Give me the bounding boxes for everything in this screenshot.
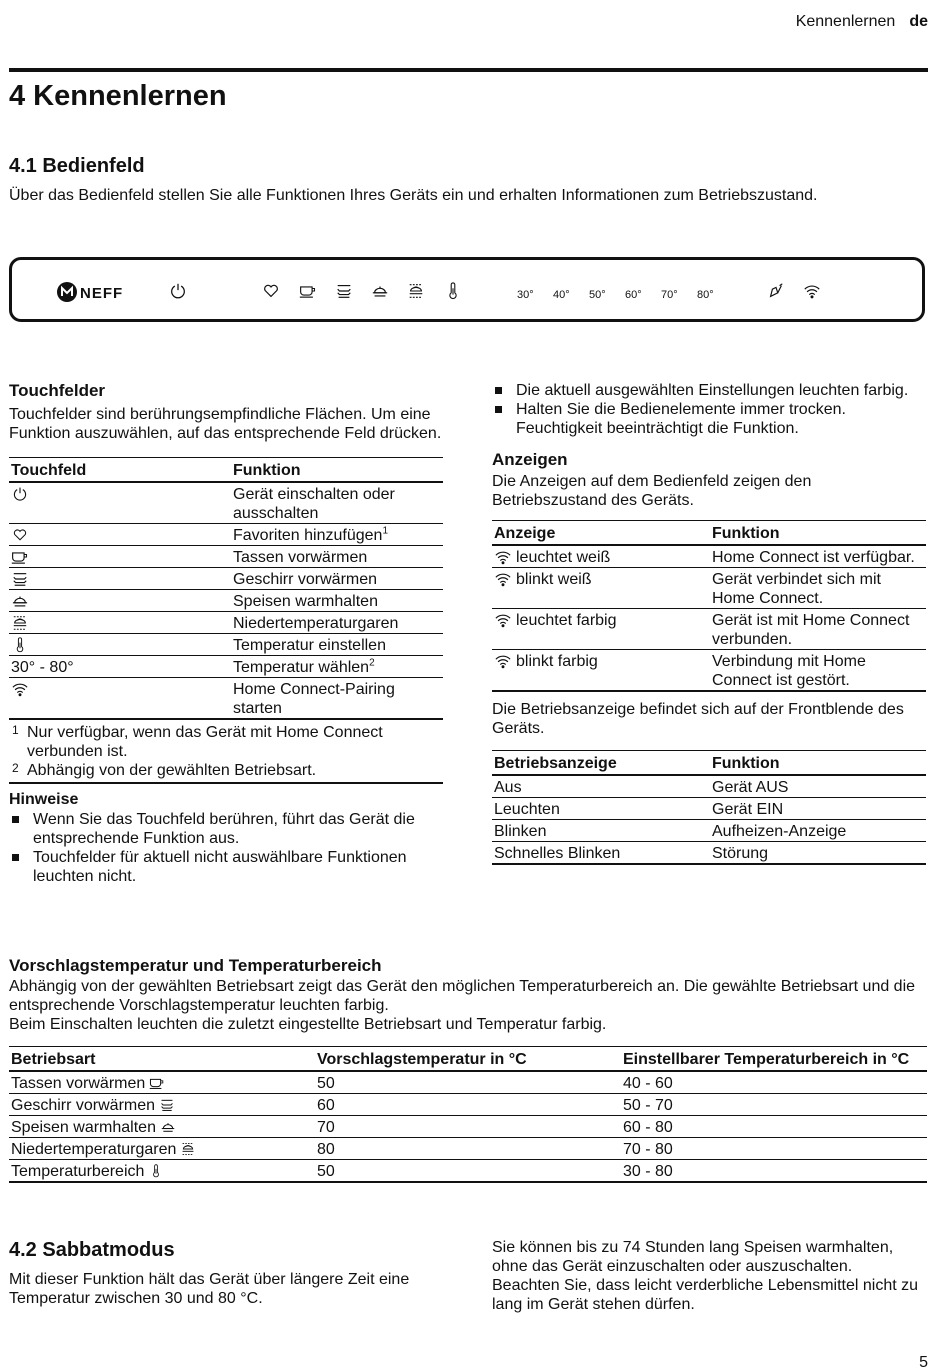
footnote: 1 Nur verfügbar, wenn das Gerät mit Home Connect verbunden ist. [12,723,383,760]
table-row [9,524,443,546]
anzeigen-table [492,520,926,692]
neff-logo-text: NEFF [80,285,124,302]
state-cell: Aus [492,775,710,798]
hinweise-title: Hinweise [9,791,79,808]
table-row [9,1116,927,1138]
range-cell: 60 - 80 [621,1116,927,1138]
function-cell: Temperatur einstellen [231,634,443,656]
neff-logo [56,280,132,304]
table-header-row [492,751,926,776]
range-cell: 40 - 60 [621,1071,927,1094]
heart-icon [11,527,29,543]
column-header-anzeige: Anzeige [492,521,710,546]
state-cell: blinkt farbig [492,650,710,692]
function-cell: Niedertemperaturgaren [231,612,443,634]
range-cell: 30 - 80 [621,1160,927,1183]
temp-cell: 50 [315,1071,621,1094]
table-row [9,634,443,656]
function-cell: Favoriten hinzufügen$^1$ [231,524,443,546]
table-row [492,545,926,568]
header-lang: de [909,13,928,30]
mode-cell: Speisen warmhalten [9,1116,315,1138]
column-header-betriebsart: Betriebsart [9,1047,315,1072]
anzeigen-text: Die Anzeigen auf dem Bedienfeld zeigen den Betriebszustand des Geräts. [492,473,812,509]
column-header-funktion: Funktion [231,458,443,483]
sabbat-right-text: Sie können bis zu 74 Stunden lang Speisen warmhalten, ohne das Gerät einzuschalten oder auszuschalten. Beachten Sie, dass leicht verderbliche Lebensmittel nicht zu lang im Gerät stehen dürfen. [492,1239,919,1313]
table-row [492,650,926,692]
mode-cell: Niedertemperaturgaren [9,1138,315,1160]
chapter-title: 4 Kennenlernen [9,80,227,112]
state-cell: Schnelles Blinken [492,842,710,865]
lowtemp-icon [11,615,29,631]
betriebsanzeige-table [492,750,926,865]
panel-temp-60: 60° [625,289,642,301]
function-cell: Speisen warmhalten [231,590,443,612]
anzeigen-after-text: Die Betriebsanzeige befindet sich auf der Frontblende des Geräts. [492,701,904,737]
plates-icon [335,282,353,300]
panel-temp-30: 30° [517,289,534,301]
table-row [492,820,926,842]
thermometer-icon [11,637,29,653]
plates-icon [159,1098,175,1112]
state-cell: Leuchten [492,798,710,820]
table-row [492,842,926,865]
vorschlag-text-1: Abhängig von der gewählten Betriebsart zeigt das Gerät den möglichen Temperaturbereich an. Die gewählte Betriebsart und die entsprechende Vorschlagstemperatur leuchten farbig. [9,978,916,1014]
function-cell: Gerät verbindet sich mit Home Connect. [710,568,926,609]
function-cell: Aufheizen-Anzeige [710,820,926,842]
function-cell: Gerät einschalten oder ausschalten [231,482,443,524]
function-cell: Temperatur wählen$^2$ [231,656,443,678]
function-cell: Gerät EIN [710,798,926,820]
wifi-icon [494,653,512,669]
table-header-row [9,1047,927,1072]
wifi-icon [803,282,821,300]
column-header-betriebsanzeige: Betriebsanzeige [492,751,710,776]
table-row [9,1160,927,1183]
lowtemp-icon [407,282,425,300]
wifi-icon [494,571,512,587]
table-row [492,609,926,650]
state-cell: leuchtet farbig [492,609,710,650]
column-header-funktion: Funktion [710,751,926,776]
touchfelder-table [9,457,443,720]
function-cell: Geschirr vorwärmen [231,568,443,590]
panel-temp-50: 50° [589,289,606,301]
page-number: 5 [919,1354,928,1371]
table-row [9,546,443,568]
touchfelder-title: Touchfelder [9,381,106,400]
vorschlag-text-2: Beim Einschalten leuchten die zuletzt eingestellte Betriebsart und Temperatur farbig. [9,1016,607,1033]
list-item: Halten Sie die Bedienelemente immer trocken. Feuchtigkeit beeinträchtigt die Funktion. [492,400,926,438]
lowtemp-icon [180,1142,196,1156]
state-cell: leuchtet weiß [492,545,710,568]
table-row [9,590,443,612]
sabbat-left-text: Mit dieser Funktion hält das Gerät über längere Zeit eine Temperatur zwischen 30 und 80 °C. [9,1271,410,1307]
touchfelder-text: Touchfelder sind berührungsempfindliche Flächen. Um eine Funktion auszuwählen, auf das entsprechende Feld drücken. [9,406,442,442]
sabbat-icon [767,282,785,300]
table-row [492,568,926,609]
power-icon [169,282,187,300]
bedienfeld-intro: Über das Bedienfeld stellen Sie alle Funktionen Ihres Geräts ein und erhalten Informationen zum Betriebszustand. [9,187,818,204]
column-header-temperaturbereich: Einstellbarer Temperaturbereich in °C [621,1047,927,1072]
dish-icon [371,282,389,300]
function-cell: Gerät AUS [710,775,926,798]
mode-cell: Temperaturbereich [9,1160,315,1183]
mode-cell: Geschirr vorwärmen [9,1094,315,1116]
table-row [492,775,926,798]
range-cell: 50 - 70 [621,1094,927,1116]
table-header-row [9,458,443,483]
list-item: Wenn Sie das Touchfeld berühren, führt das Gerät die entsprechende Funktion aus. [9,810,443,848]
vorschlag-table [9,1046,927,1183]
table-row [9,678,443,720]
section-title-sabbatmodus: 4.2 Sabbatmodus [9,1239,175,1261]
state-cell: blinkt weiß [492,568,710,609]
right-bullets [492,381,926,438]
column-header-vorschlagstemperatur: Vorschlagstemperatur in °C [315,1047,621,1072]
function-cell: Tassen vorwärmen [231,546,443,568]
temp-cell: 60 [315,1094,621,1116]
cup-icon [11,549,29,565]
power-icon [11,486,29,502]
table-row [9,1094,927,1116]
list-item: Die aktuell ausgewählten Einstellungen leuchten farbig. [492,381,926,400]
table-row [9,1071,927,1094]
right-column [492,381,926,865]
table-row [492,798,926,820]
table-row [9,568,443,590]
wifi-icon [494,612,512,628]
table-header-row [492,521,926,546]
function-cell: Verbindung mit Home Connect ist gestört. [710,650,926,692]
footnote: 2 Abhängig von der gewählten Betriebsart. [12,761,317,779]
temp-cell: 80 [315,1138,621,1160]
temp-cell: 70 [315,1116,621,1138]
hinweise-list [9,810,443,886]
thermometer-icon [444,282,462,300]
running-header [796,12,928,31]
control-panel-illustration [9,257,925,322]
cup-icon [149,1076,165,1090]
table-row [9,1138,927,1160]
panel-temp-80: 80° [697,289,714,301]
vorschlag-section [9,956,927,1183]
anzeigen-title: Anzeigen [492,450,568,469]
table-row [9,612,443,634]
field-cell: 30° - 80° [9,656,231,678]
column-header-funktion: Funktion [710,521,926,546]
header-section: Kennenlernen [795,13,896,30]
state-cell: Blinken [492,820,710,842]
function-cell: Home Connect ist verfügbar. [710,545,926,568]
section-title-bedienfeld: 4.1 Bedienfeld [9,155,145,177]
heart-icon [262,282,280,300]
dish-icon [160,1120,176,1134]
function-cell: Gerät ist mit Home Connect verbunden. [710,609,926,650]
table-row [9,656,443,678]
mode-cell: Tassen vorwärmen [9,1071,315,1094]
table-row [9,482,443,524]
wifi-icon [11,681,29,697]
thermometer-icon [148,1164,164,1178]
list-item: Touchfelder für aktuell nicht auswählbare Funktionen leuchten nicht. [9,848,443,886]
dish-icon [11,593,29,609]
temp-cell: 50 [315,1160,621,1183]
range-cell: 70 - 80 [621,1138,927,1160]
left-column [9,381,443,886]
function-cell: Home Connect-Pairing starten [231,678,443,720]
panel-temp-70: 70° [661,289,678,301]
vorschlag-title: Vorschlagstemperatur und Temperaturbereich [9,956,382,975]
wifi-icon [494,549,512,565]
header-rule [9,68,928,72]
column-header-touchfeld: Touchfeld [9,458,231,483]
function-cell: Störung [710,842,926,865]
touchfelder-footnotes [9,723,443,784]
plates-icon [11,571,29,587]
panel-temp-40: 40° [553,289,570,301]
cup-icon [299,282,317,300]
